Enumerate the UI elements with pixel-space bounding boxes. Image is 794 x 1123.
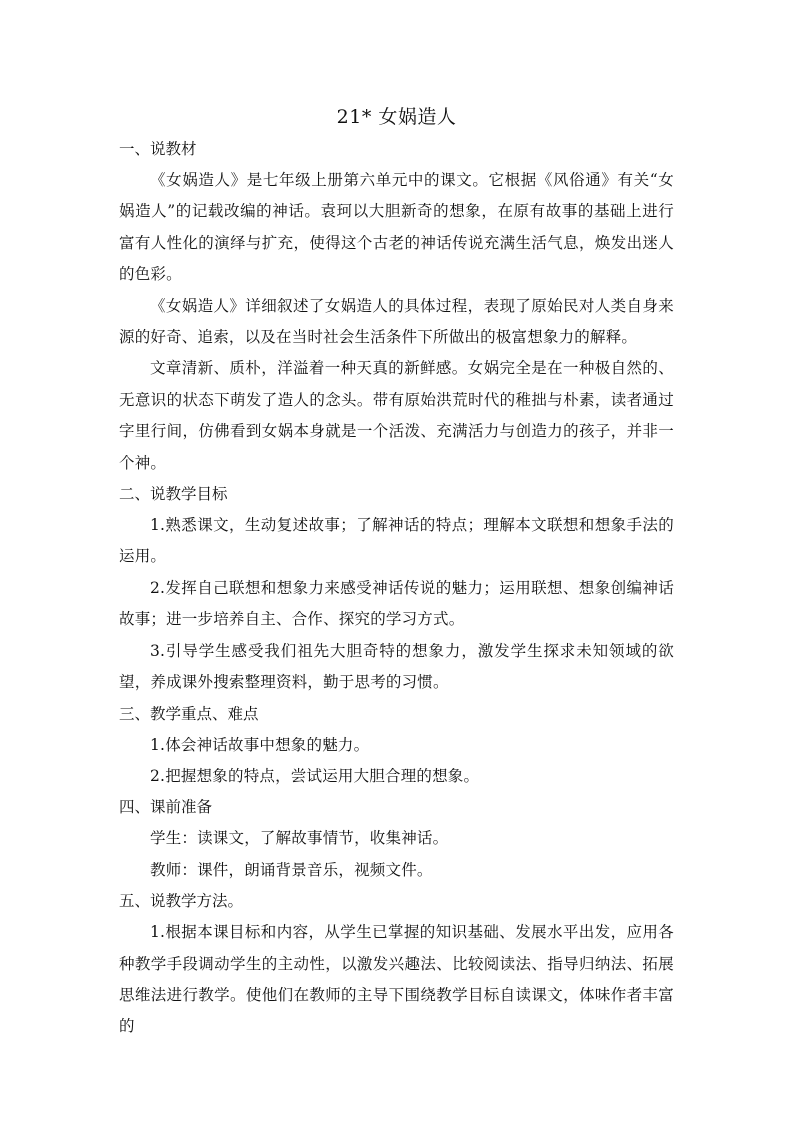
textbook-paragraph-2: 《女娲造人》详细叙述了女娲造人的具体过程，表现了原始民对人类自身来源的好奇、追索，以及在当时社会生活条件下所做出的极富想象力的解释。 bbox=[119, 296, 674, 347]
section-heading-methods: 五、说教学方法。 bbox=[119, 892, 244, 911]
textbook-paragraph-1: 《女娲造人》是七年级上册第六单元中的课文。它根据《风俗通》有关“女娲造人”的记载改编的神话。袁珂以大胆新奇的想象，在原有故事的基础上进行富有人性化的演绎与扩充，使得这个古老的神话传说充满生活气息，焕发出迷人的色彩。 bbox=[119, 171, 674, 284]
section-heading-textbook: 一、说教材 bbox=[119, 140, 197, 158]
document-page bbox=[119, 100, 674, 1043]
method-1: 1.根据本课目标和内容，从学生已掌握的知识基础、发展水平出发，应用各种教学手段调动学生的主动性，以激发兴趣法、比较阅读法、指导归纳法、拓展思维法进行教学。使他们在教师的主导下围绕教学目标自读课文，体味作者丰富的 bbox=[119, 923, 674, 1036]
preparation-students: 学生：读课文，了解故事情节，收集神话。 bbox=[150, 829, 449, 848]
document-title: 21* 女娲造人 bbox=[336, 106, 457, 128]
key-point-1: 1.体会神话故事中想象的魅力。 bbox=[150, 735, 370, 754]
textbook-paragraph-3: 文章清新、质朴，洋溢着一种天真的新鲜感。女娲完全是在一种极自然的、无意识的状态下萌发了造人的念头。带有原始洪荒时代的稚拙与朴素，读者通过字里行间，仿佛看到女娲本身就是一个活泼、充满活力与创造力的孩子，并非一个神。 bbox=[119, 359, 674, 472]
objective-3: 3.引导学生感受我们祖先大胆奇特的想象力，激发学生探求未知领域的欲望，养成课外搜索整理资料，勤于思考的习惯。 bbox=[119, 641, 674, 692]
objective-2: 2.发挥自己联想和想象力来感受神话传说的魅力；运用联想、想象创编神话故事；进一步培养自主、合作、探究的学习方式。 bbox=[119, 578, 674, 629]
section-heading-objectives: 二、说教学目标 bbox=[119, 485, 228, 504]
section-heading-key-points: 三、教学重点、难点 bbox=[119, 704, 259, 723]
preparation-teacher: 教师：课件，朗诵背景音乐，视频文件。 bbox=[150, 860, 433, 879]
section-heading-preparation: 四、课前准备 bbox=[119, 798, 213, 817]
key-point-2: 2.把握想象的特点，尝试运用大胆合理的想象。 bbox=[150, 766, 480, 785]
objective-1: 1.熟悉课文，生动复述故事；了解神话的特点；理解本文联想和想象手法的运用。 bbox=[119, 516, 674, 566]
